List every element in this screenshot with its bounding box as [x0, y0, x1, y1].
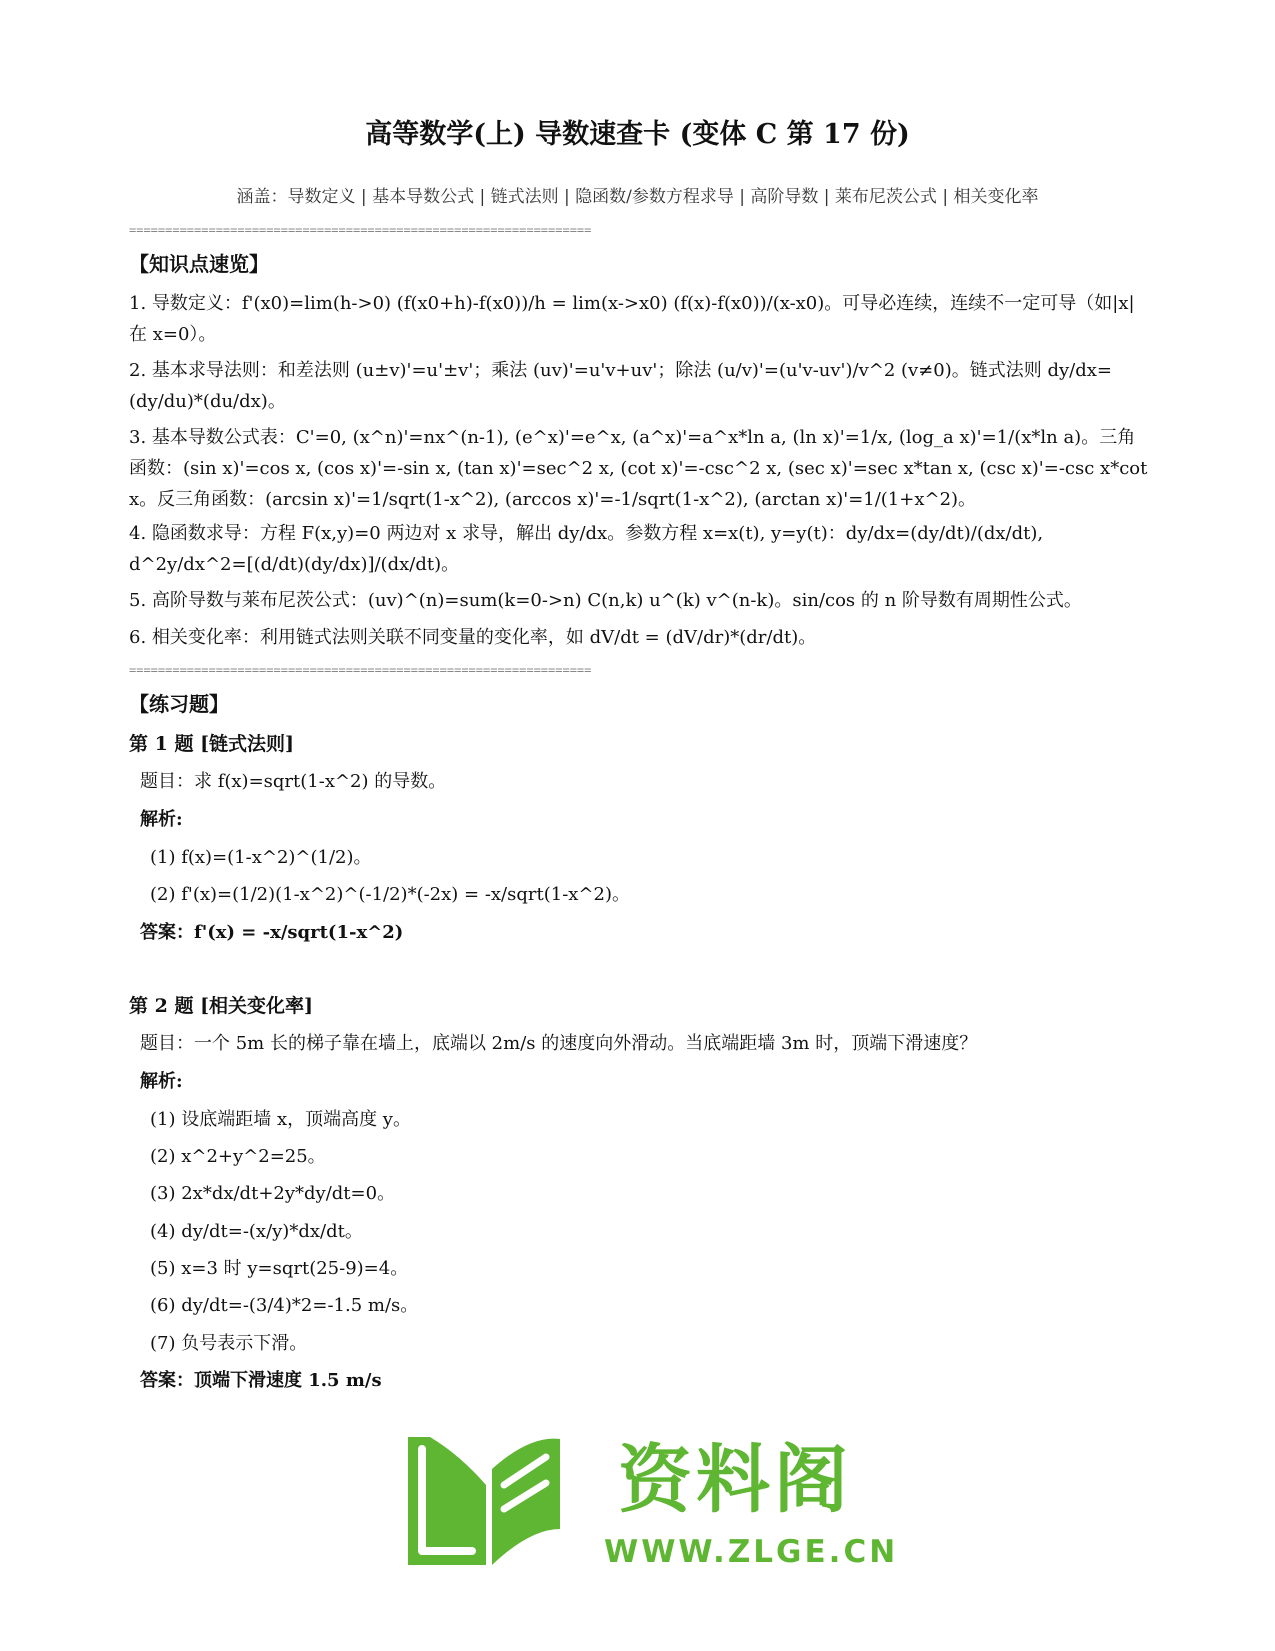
- document-subtitle: 涵盖：导数定义 | 基本导数公式 | 链式法则 | 隐函数/参数方程求导 | 高阶导数 | 莱布尼茨公式 | 相关变化率: [236, 187, 1039, 207]
- question-2-answer: 答案：顶端下滑速度 1.5 m/s: [140, 1370, 382, 1391]
- question-1-title: 第 1 题 [链式法则]: [129, 733, 295, 755]
- separator-rule: ================================================================: [129, 663, 592, 677]
- question-2-step: (1) 设底端距墙 x，顶端高度 y。: [150, 1109, 411, 1130]
- knowledge-item: 2. 基本求导法则：和差法则 (u±v)'=u'±v'；乘法 (uv)'=u'v+uv'；除法 (u/v)'=(u'v-uv')/v^2 (v≠0)。链式法则 dy/dx=(dy/du)*(du/dx)。: [129, 360, 1112, 412]
- question-2-title: 第 2 题 [相关变化率]: [129, 995, 314, 1017]
- question-1-analysis-label: 解析:: [140, 809, 183, 830]
- knowledge-item: 5. 高阶导数与莱布尼茨公式：(uv)^(n)=sum(k=0->n) C(n,k) u^(k) v^(n-k)。sin/cos 的 n 阶导数有周期性公式。: [129, 590, 1082, 611]
- exercises-heading: 【练习题】: [129, 692, 229, 716]
- question-1-step: (2) f'(x)=(1/2)(1-x^2)^(-1/2)*(-2x) = -x/sqrt(1-x^2)。: [150, 884, 630, 905]
- question-2-step: (5) x=3 时 y=sqrt(25-9)=4。: [150, 1258, 409, 1279]
- question-2-analysis-label: 解析:: [140, 1071, 183, 1092]
- knowledge-item: 3. 基本导数公式表：C'=0, (x^n)'=nx^(n-1), (e^x)'=e^x, (a^x)'=a^x*ln a, (ln x)'=1/x, (log_a x)'=1/(x*ln a)。三角函数：(sin x)'=cos x, (cos x)'=-sin x, (tan x)'=sec^2 x, (cot x)'=-csc^2 x, (sec x)'=sec x*tan x, (csc x)'=-csc x*cot x。反三角函数：(arcsin x)'=1/sqrt(1-x^2), (arccos x)'=-1/sqrt(1-x^2), (arctan x)'=1/(1+x^2)。: [129, 427, 1148, 510]
- knowledge-heading: 【知识点速览】: [129, 252, 269, 276]
- knowledge-item: 4. 隐函数求导：方程 F(x,y)=0 两边对 x 求导，解出 dy/dx。参数方程 x=x(t), y=y(t)：dy/dx=(dy/dt)/(dx/dt), d^2y/dx^2=[(d/dt)(dy/dx)]/(dx/dt)。: [129, 523, 1044, 575]
- document-title: 高等数学(上) 导数速查卡 (变体 C 第 17 份): [365, 119, 910, 150]
- knowledge-item: 6. 相关变化率：利用链式法则关联不同变量的变化率，如 dV/dt = (dV/dr)*(dr/dt)。: [129, 627, 817, 648]
- question-2-step: (4) dy/dt=-(x/y)*dx/dt。: [150, 1221, 363, 1242]
- watermark-name: 资料阁: [618, 1437, 852, 1523]
- question-2-text: 题目：一个 5m 长的梯子靠在墙上，底端以 2m/s 的速度向外滑动。当底端距墙 3m 时，顶端下滑速度？: [140, 1033, 978, 1054]
- open-book-icon: [408, 1437, 560, 1565]
- question-2-step: (6) dy/dt=-(3/4)*2=-1.5 m/s。: [150, 1295, 419, 1316]
- question-2-step: (2) x^2+y^2=25。: [150, 1146, 326, 1167]
- question-2-step: (7) 负号表示下滑。: [150, 1333, 308, 1354]
- watermark-url: WWW.ZLGE.CN: [604, 1534, 899, 1570]
- knowledge-item: 1. 导数定义：f'(x0)=lim(h->0) (f(x0+h)-f(x0))/h = lim(x->x0) (f(x)-f(x0))/(x-x0)。可导必连续，连续不一定可导（如|x|在 x=0）。: [129, 293, 1135, 345]
- question-2-step: (3) 2x*dx/dt+2y*dy/dt=0。: [150, 1183, 396, 1204]
- separator-rule: ================================================================: [129, 223, 592, 237]
- question-1-answer: 答案：f'(x) = -x/sqrt(1-x^2): [140, 922, 404, 943]
- question-1-step: (1) f(x)=(1-x^2)^(1/2)。: [150, 847, 372, 868]
- question-1-text: 题目：求 f(x)=sqrt(1-x^2) 的导数。: [140, 771, 447, 792]
